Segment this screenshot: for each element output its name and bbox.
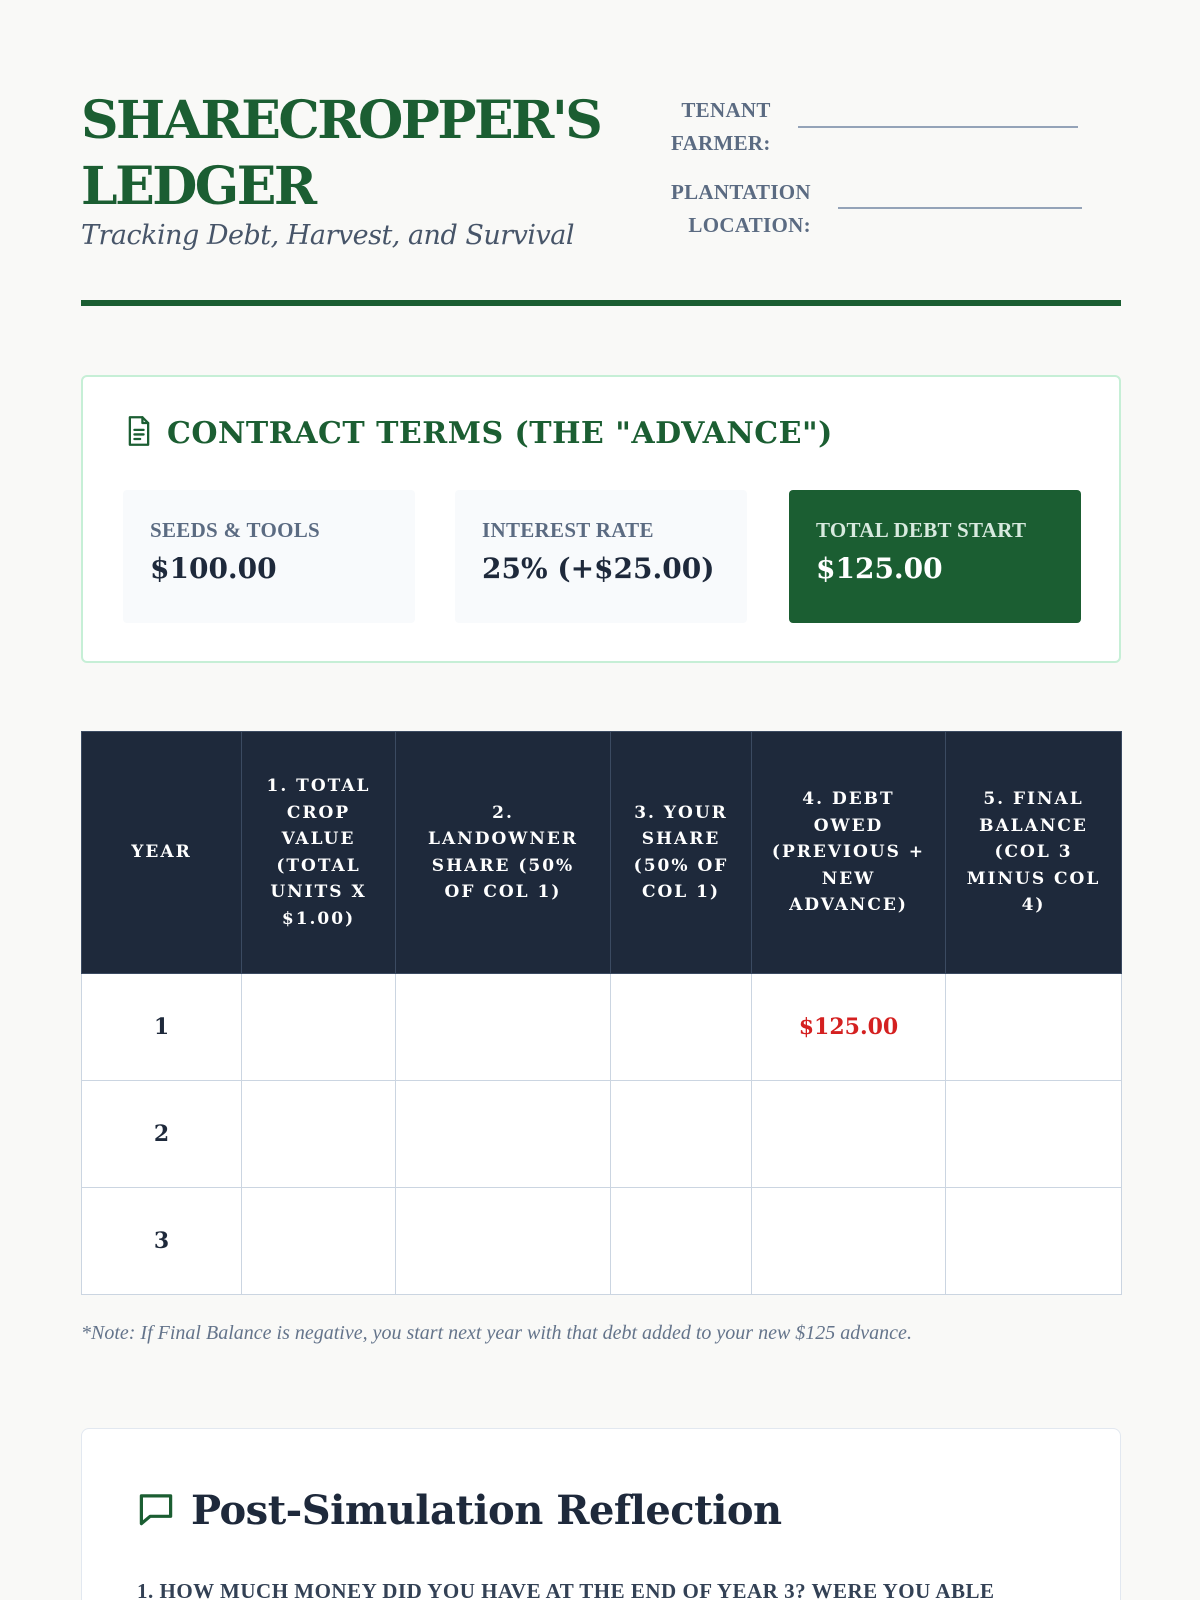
table-row — [82, 1188, 1122, 1295]
crop-value-cell[interactable] — [242, 1081, 396, 1188]
page-header — [81, 80, 1121, 308]
reflection-title: Post-Simulation Reflection — [191, 1487, 782, 1534]
stat-value: $125.00 — [816, 552, 943, 585]
contract-terms-title: CONTRACT TERMS (THE "ADVANCE") — [167, 415, 833, 451]
column-header-landowner-share: 2. LANDOWNER SHARE (50% OF COL 1) — [396, 732, 611, 974]
landowner-share-cell[interactable] — [396, 974, 611, 1081]
stat-value: 25% (+$25.00) — [482, 552, 715, 585]
table-row — [82, 974, 1122, 1081]
header-divider — [81, 300, 1121, 306]
ledger-note: *Note: If Final Balance is negative, you start next year with that debt added to your new $125 advance. — [81, 1322, 912, 1344]
tenant-farmer-input[interactable] — [798, 126, 1078, 128]
seeds-tools-stat — [123, 490, 415, 623]
page-subtitle: Tracking Debt, Harvest, and Survival — [81, 220, 574, 251]
year-cell: 1 — [82, 974, 242, 1081]
year-cell: 2 — [82, 1081, 242, 1188]
final-balance-cell[interactable] — [946, 974, 1122, 1081]
debt-owed-cell[interactable] — [752, 1081, 946, 1188]
year-cell: 3 — [82, 1188, 242, 1295]
debt-owed-cell[interactable] — [752, 1188, 946, 1295]
contract-terms-heading — [125, 415, 833, 451]
stat-label: SEEDS & TOOLS — [150, 518, 321, 542]
speech-bubble-icon — [137, 1491, 175, 1531]
your-share-cell[interactable] — [611, 974, 752, 1081]
ledger-header-row — [82, 732, 1122, 974]
landowner-share-cell[interactable] — [396, 1188, 611, 1295]
your-share-cell[interactable] — [611, 1081, 752, 1188]
crop-value-cell[interactable] — [242, 1188, 396, 1295]
total-debt-start-stat — [789, 490, 1081, 623]
debt-owed-cell[interactable]: $125.00 — [752, 974, 946, 1081]
reflection-heading — [137, 1487, 782, 1534]
tenant-farmer-field — [671, 94, 1078, 160]
plantation-location-input[interactable] — [838, 207, 1082, 209]
stat-label: INTEREST RATE — [482, 518, 654, 542]
reflection-question: 1. HOW MUCH MONEY DID YOU HAVE AT THE END OF YEAR 3? WERE YOU ABLE — [137, 1579, 995, 1600]
table-row — [82, 1081, 1122, 1188]
crop-value-cell[interactable] — [242, 974, 396, 1081]
page-title: SHARECROPPER'S LEDGER — [81, 90, 601, 217]
ledger-table — [81, 731, 1122, 1295]
interest-rate-stat — [455, 490, 747, 623]
plantation-location-field — [671, 176, 1082, 242]
stat-value: $100.00 — [150, 552, 277, 585]
your-share-cell[interactable] — [611, 1188, 752, 1295]
final-balance-cell[interactable] — [946, 1081, 1122, 1188]
column-header-total-crop-value: 1. TOTAL CROP VALUE (TOTAL UNITS X $1.00) — [242, 732, 396, 974]
contract-terms-card — [81, 375, 1121, 663]
landowner-share-cell[interactable] — [396, 1081, 611, 1188]
stat-label: TOTAL DEBT START — [816, 518, 1027, 542]
column-header-debt-owed: 4. DEBT OWED (PREVIOUS + NEW ADVANCE) — [752, 732, 946, 974]
reflection-card — [81, 1428, 1121, 1600]
tenant-farmer-label: TENANT FARMER: — [671, 98, 771, 155]
plantation-location-label: PLANTATION LOCATION: — [671, 180, 811, 237]
document-icon — [125, 415, 153, 451]
column-header-year: YEAR — [82, 732, 242, 974]
column-header-your-share: 3. YOUR SHARE (50% OF COL 1) — [611, 732, 752, 974]
column-header-final-balance: 5. FINAL BALANCE (COL 3 MINUS COL 4) — [946, 732, 1122, 974]
final-balance-cell[interactable] — [946, 1188, 1122, 1295]
